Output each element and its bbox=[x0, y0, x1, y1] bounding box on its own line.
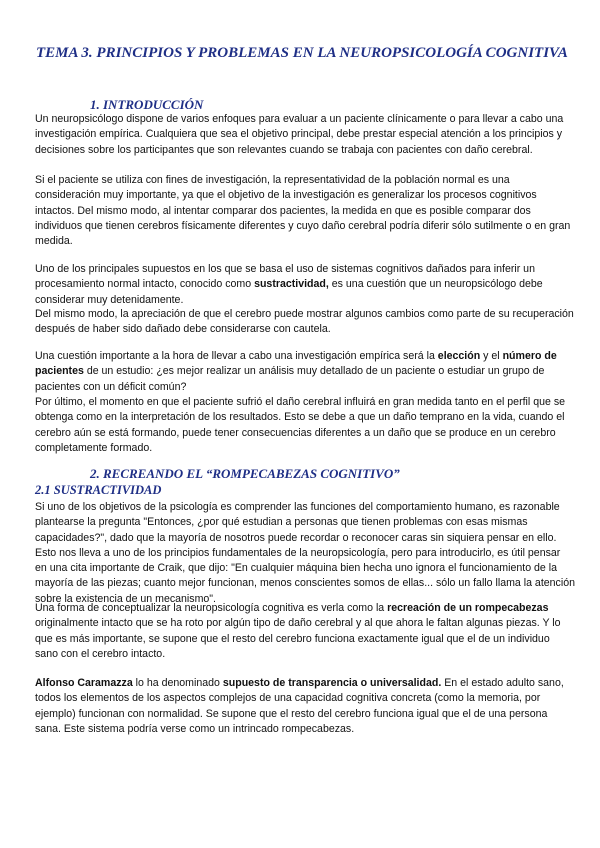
subsection-heading-sustractividad: 2.1 SUSTRACTIVIDAD bbox=[35, 483, 162, 497]
paragraph-intro-2: Si el paciente se utiliza con fines de investigación, la representatividad de la población normal es una consideración muy importante, ya que el objetivo de la investigación es generalizar los procesos cognitivos intactos. Del mismo modo, al intentar comparar dos pacientes, la medida en que es posible comparar dos individuos que tienen cerebros físicamente diferentes y cuyo daño cerebral podría diferir sólo sutilmente o en gran medida. bbox=[35, 174, 571, 248]
paragraph-eleccion bbox=[35, 349, 575, 395]
paragraph-caramazza bbox=[35, 676, 575, 737]
bold-term-transparencia: supuesto de transparencia o universalidad. bbox=[222, 677, 442, 689]
text-span: de un estudio: ¿es mejor realizar un análisis muy detallado de un paciente o estudiar un grupo de pacientes con un déficit común? bbox=[35, 365, 545, 393]
text-span: En el estado adulto sano, todos los elementos de los aspectos complejos de una capacidad cognitiva concreta (como la memoria, por ejemplo) funcionan con normalidad. Se supone que el resto del cerebro funciona igual que el de una persona sana. Este sistema podría verse como un intrincado rompecabezas. bbox=[35, 677, 564, 735]
text-span: Una cuestión importante a la hora de llevar a cabo una investigación empírica será la bbox=[35, 350, 438, 362]
bold-term-sustractividad: sustractividad, bbox=[254, 278, 329, 291]
paragraph-recuperacion: Del mismo modo, la apreciación de que el cerebro puede mostrar algunos cambios como parte de su recuperación después de haber sido dañado debe considerarse con cautela. bbox=[35, 308, 574, 336]
text-span: Uno de los principales supuestos en los que se basa el uso de sistemas cognitivos dañados para inferir un procesamiento normal intacto, conocido como bbox=[35, 263, 535, 291]
paragraph-craik: Si uno de los objetivos de la psicología es comprender las funciones del comportamiento humano, es razonable plantearse la pregunta "Entonces, ¿por qué estudian a personas que tienen problemas con esas mismas capacidades?", dado que la mayoría de nosotros puede recordar o reconocer caras sin siquiera pensar en ello. Esto nos lleva a uno de los principios fundamentales de la neuropsicología, pero para introducirlo, es útil pensar en una cita importante de Craik, que dijo: "En cualquier máquina bien hecha uno ignora el funcionamiento de la mayoría de las piezas; cuanto mejor funcionan, menos conscientes somos de ellas... sólo un fallo llama la atención sobre la existencia de un mecanismo". bbox=[35, 501, 575, 605]
paragraph-intro-1: Un neuropsicólogo dispone de varios enfoques para evaluar a un paciente clínicamente o para llevar a cabo una investigación empírica. Cualquiera que sea el objetivo principal, debe prestar especial atención a los principios y decisiones sobre los participantes que son relevantes cuando se trabaja con pacientes con daño cerebral. bbox=[35, 113, 564, 156]
paragraph-sustractividad bbox=[35, 262, 575, 308]
section-heading-rompecabezas: 2. RECREANDO EL “ROMPECABEZAS COGNITIVO” bbox=[90, 466, 400, 481]
bold-term-eleccion: elección bbox=[437, 350, 481, 362]
section-heading-introduccion: 1. INTRODUCCIÓN bbox=[90, 97, 204, 112]
text-span: Una forma de conceptualizar la neuropsicología cognitiva es verla como la bbox=[35, 602, 388, 614]
text-span: y el bbox=[480, 350, 503, 362]
text-span: originalmente intacto que se ha roto por algún tipo de daño cerebral y al que ahora le faltan algunas piezas. Y lo que es más importante, se supone que el resto del cerebro funciona exactamente igual que el de un individuo sano con el cerebro intacto. bbox=[35, 617, 561, 660]
document-title: TEMA 3. PRINCIPIOS Y PROBLEMAS EN LA NEUROPSICOLOGÍA COGNITIVA bbox=[36, 45, 568, 61]
text-span: lo ha denominado bbox=[132, 677, 223, 689]
paragraph-momento-dano: Por último, el momento en que el paciente sufrió el daño cerebral influirá en gran medida tanto en el perfil que se obtenga como en la interpretación de los resultados. Esto se debe a que un daño temprano en la vida, cuando el cerebro aún se está formando, puede tener consecuencias diferentes a un daño que se produce en un cerebro completamente formado. bbox=[35, 396, 566, 454]
paragraph-recreacion bbox=[35, 601, 575, 662]
text-span: es una cuestión que un neuropsicólogo debe considerar muy detenidamente. bbox=[35, 278, 543, 306]
bold-name-caramazza: Alfonso Caramazza bbox=[35, 677, 133, 689]
bold-term-numero-pacientes: número de pacientes bbox=[35, 350, 557, 378]
bold-term-recreacion: recreación de un rompecabezas bbox=[387, 602, 549, 614]
